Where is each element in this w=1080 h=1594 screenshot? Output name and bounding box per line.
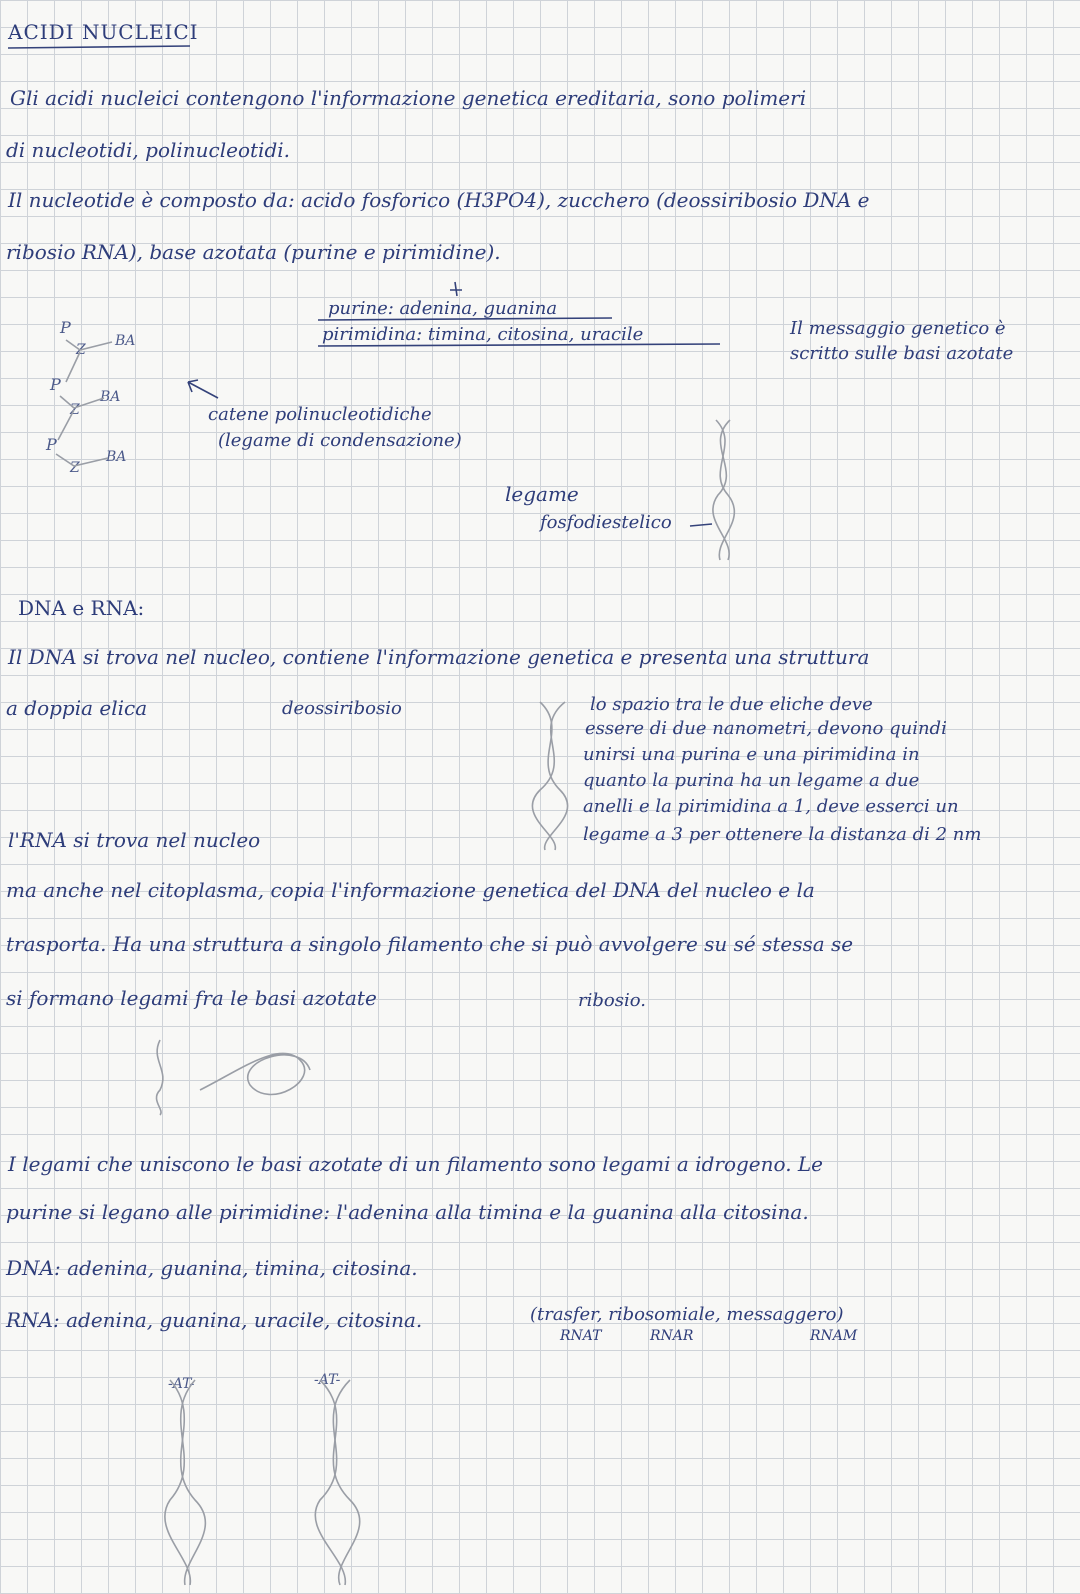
chain-p-1: P <box>60 318 71 337</box>
title-underline <box>8 46 190 48</box>
rna-sugar: ribosio. <box>578 990 646 1011</box>
dna-helix-icon <box>532 702 567 850</box>
dna-line-1: Il DNA si trova nel nucleo, contiene l'informazione genetica e presenta una struttura <box>8 645 870 669</box>
chain-p-2: P <box>50 375 61 394</box>
rna-bases: RNA: adenina, guanina, uracile, citosina. <box>6 1308 423 1332</box>
helix-note-5: anelli e la pirimidina a 1, deve esserci un <box>583 796 959 817</box>
bond-pointer <box>690 524 712 526</box>
rna-line-2: ma anche nel citoplasma, copia l'informazione genetica del DNA del nucleo e la <box>6 878 815 902</box>
bond-label-2: fosfodiestelico <box>540 512 672 533</box>
rna-line-4: si formano legami fra le basi azotate <box>6 986 377 1010</box>
page-title: ACIDI NUCLEICI <box>8 20 199 44</box>
chain-ba-1: BA <box>115 333 136 349</box>
dna-sugar: deossiribosio <box>282 698 402 719</box>
chain-z-3: Z <box>70 460 80 476</box>
dna-bases: DNA: adenina, guanina, timina, citosina. <box>6 1256 418 1280</box>
chain-label-1: catene polinucleotidiche <box>208 404 432 425</box>
small-helix-icon <box>713 420 734 560</box>
intro-line-1: Gli acidi nucleici contengono l'informazione genetica ereditaria, sono polimeri <box>10 86 807 110</box>
intro-line-4: ribosio RNA), base azotata (purine e pirimidine). <box>6 240 501 264</box>
chain-z-1: Z <box>76 342 86 358</box>
plus-mark <box>450 282 462 296</box>
intro-line-2: di nucleotidi, polinucleotidi. <box>6 138 291 162</box>
helix-note-4: quanto la purina ha un legame a due <box>583 770 920 791</box>
pirimidine-note: pirimidina: timina, citosina, uracile <box>322 324 644 345</box>
chain-p-3: P <box>46 435 57 454</box>
message-note-1: Il messaggio genetico è <box>790 318 1006 339</box>
rna-strand-icon <box>156 1040 310 1115</box>
chain-sketch <box>56 340 112 466</box>
purine-note: purine: adenina, guanina <box>328 298 558 319</box>
bond-label-1: legame <box>505 482 579 506</box>
purine-underline <box>318 318 612 320</box>
bonds-line-2: purine si legano alle pirimidine: l'adenina alla timina e la guanina alla citosina. <box>6 1200 809 1224</box>
rna-line-3: trasporta. Ha una struttura a singolo filamento che si può avvolgere su sé stessa se <box>6 932 854 956</box>
helix-note-6: legame a 3 per ottenere la distanza di 2 nm <box>583 824 982 845</box>
chain-z-2: Z <box>70 402 80 418</box>
chain-label-2: (legame di condensazione) <box>218 430 462 451</box>
pair-label-2: -AT- <box>314 1372 341 1388</box>
chain-ba-3: BA <box>106 449 127 465</box>
rna-type-r: RNAR <box>650 1328 694 1344</box>
dna-rna-heading: DNA e RNA: <box>18 596 145 620</box>
helix-note-3: unirsi una purina e una pirimidina in <box>583 744 920 765</box>
dna-line-2: a doppia elica <box>6 696 148 720</box>
bottom-helix-right-icon <box>315 1380 359 1585</box>
pirimidine-underline <box>318 344 720 346</box>
message-note-2: scritto sulle basi azotate <box>790 343 1014 364</box>
bottom-helix-left-icon <box>165 1380 206 1585</box>
intro-line-3: Il nucleotide è composto da: acido fosforico (H3PO4), zucchero (deossiribosio DNA e <box>8 188 870 212</box>
chain-ba-2: BA <box>100 389 121 405</box>
bonds-line-1: I legami che uniscono le basi azotate di un filamento sono legami a idrogeno. Le <box>8 1152 824 1176</box>
rna-types: (trasfer, ribosomiale, messaggero) <box>530 1304 844 1325</box>
arrow-icon <box>188 380 218 398</box>
rna-type-m: RNAM <box>810 1328 858 1344</box>
helix-note-1: lo spazio tra le due eliche deve <box>590 694 873 715</box>
rna-type-t: RNAT <box>560 1328 602 1344</box>
rna-line-1: l'RNA si trova nel nucleo <box>8 828 261 852</box>
helix-note-2: essere di due nanometri, devono quindi <box>585 718 947 739</box>
pair-label-1: -AT- <box>168 1376 195 1392</box>
